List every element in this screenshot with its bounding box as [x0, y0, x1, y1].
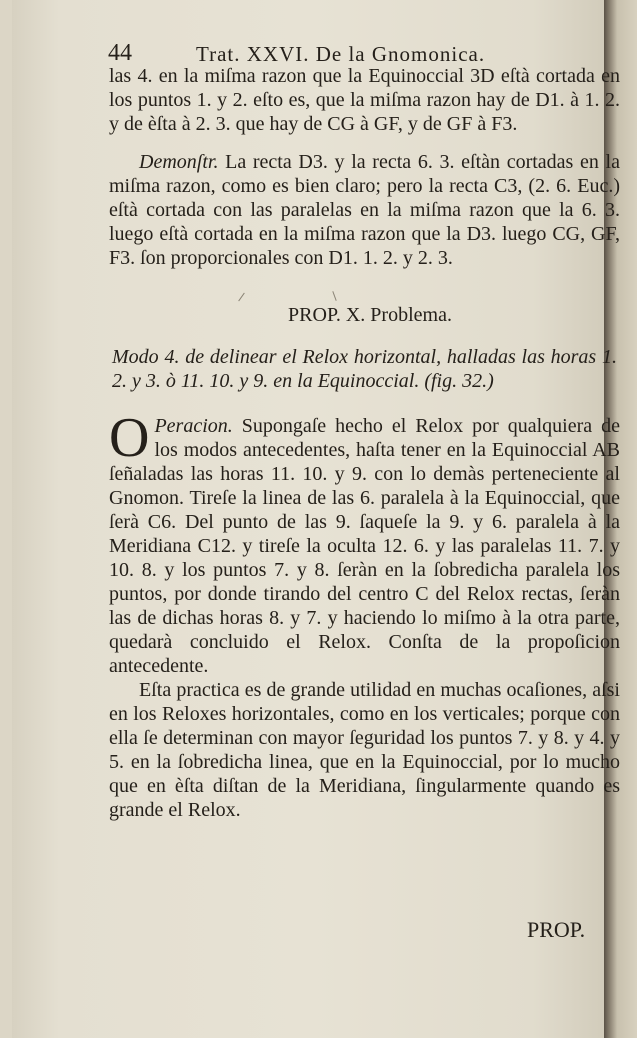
running-title: Trat. XXVI. De la Gnomonica. [196, 42, 486, 66]
practica-paragraph: Eſta practica es de grande utilidad en muchas ocaſiones, aſsi en los Reloxes horizontales, como en los verticales; porque con ella ſe determinan con mayor ſeguridad los puntos 7. y 8. y 4. y 5. en la ſobredicha linea, que en la Equinoccial, por lo mucho que en èſta diſtan de la Meridiana, ſingularmente quando es grande el Relox. [109, 679, 620, 821]
demonstration-label: Demonſtr. [139, 151, 219, 173]
page-number: 44 [108, 40, 132, 66]
operation-section [109, 407, 620, 822]
continuation-paragraph: las 4. en la miſma razon que la Equinoccial 3D eſtà cortada en los puntos 1. y 2. eſto es, que la miſma razon hay de D1. à 1. 2. y de èſta à 2. 3. que hay de CG à GF, y de GF à F3. [109, 65, 620, 135]
demonstration-body: La recta D3. y la recta 6. 3. eſtàn cortadas en la miſma razon, como es bien claro; pero la recta C3, (2. 6. Euc.) eſtà cortada con las paralelas en la miſma razon que la 6. 3. luego eſtà cortada en la miſma razon que la D3. luego CG, GF, F3. ſon proporcionales con D1. 1. 2. y 2. 3. [109, 151, 620, 269]
catchword: PROP. [527, 917, 586, 942]
operation-body: Supongaſe hecho el Relox por qualquiera de los modos antecedentes, haſta tener en la Equinoccial AB ſeñaladas las horas 11. 10. y 9. con lo demàs perteneciente al Gnomon. Tireſe la linea de las 6. paralela à la Equinoccial, que ſerà C6. Del punto de las 9. ſaqueſe la 9. y 6. paralela à la Meridiana C12. y tireſe la oculta 12. 6. y las paralelas 11. 7. y 10. 8. y los puntos 7. y 8. ſeràn en la ſobredicha paralela los puntos, por donde tirando del centro C del Relox rectas, ſeràn las de dichas horas 8. y 7. y haciendo lo miſmo à la otra parte, quedarà concluido el Relox. Conſta de la propoſicion antecedente. [109, 415, 620, 677]
drop-cap: O [109, 407, 150, 469]
proposition-title: PROP. X. Problema. [288, 304, 452, 326]
operation-label: Peracion. [154, 415, 233, 437]
demonstration-paragraph [109, 150, 620, 270]
operation-paragraph [109, 407, 620, 678]
proposition-subtitle: Modo 4. de delinear el Relox horizontal, halladas las horas 1. 2. y 3. ò 11. 10. y 9. en la Equinoccial. (fig. 32.) [112, 346, 617, 392]
